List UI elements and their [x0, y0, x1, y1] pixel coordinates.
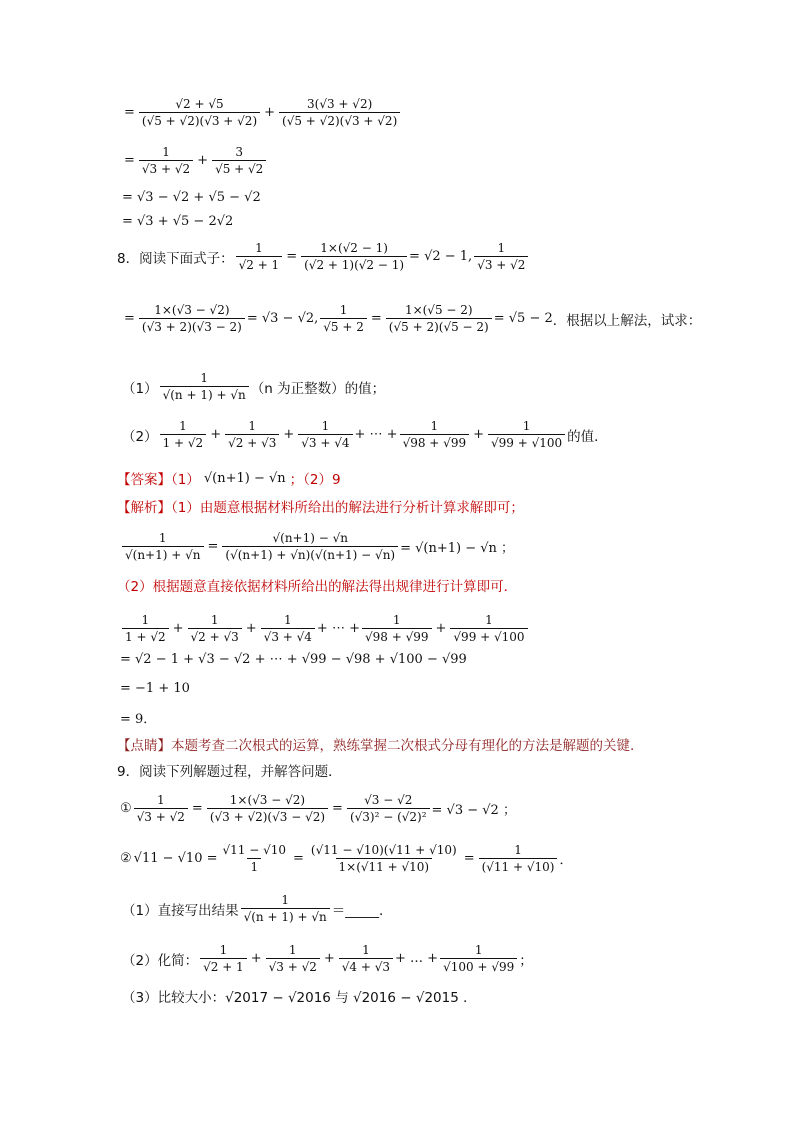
sum-line-3: = −1 + 10: [120, 681, 190, 696]
part-tail: ＝_____．: [331, 902, 393, 919]
fraction: [386, 302, 492, 335]
numerator: 1: [179, 419, 187, 433]
fraction: [308, 842, 460, 875]
step-lead: √11 − √10 =: [133, 851, 218, 866]
fraction: [339, 942, 393, 975]
numerator: 1: [497, 241, 506, 255]
analysis-tag: [117, 496, 524, 516]
denominator: √4 + √3: [339, 958, 393, 975]
denominator: (√11 + √10): [479, 858, 558, 875]
calc-line-2: = $\frac{1}{√3 + √2}$ + $\frac{3}{√5 + √2}$: [122, 144, 268, 177]
denominator: √98 + √99: [362, 628, 432, 645]
result: = √(n+1) − √n ；: [400, 541, 515, 556]
q8-tail: ．根据以上解法，试求：: [552, 312, 702, 329]
denominator: 1 + √2: [122, 628, 169, 645]
denominator: (√3 + √2)(√3 − √2): [207, 808, 328, 825]
q9-intro: [117, 760, 342, 780]
q8-line-1: 8．阅读下面式子： $\frac{1}{√2 + 1}$ = $\frac{1\times(√2 - 1)}{(√2 + 1)(√2 - 1)}$ = √2 − 1, $\frac{1}{√3 + √2}$: [117, 240, 530, 273]
fraction: [134, 792, 188, 825]
answer-value-1: √(n+1) − √n: [203, 470, 286, 486]
numerator: 1: [339, 303, 348, 317]
denominator: 1 + √2: [160, 434, 207, 451]
denominator: √5 + 2: [320, 318, 367, 335]
answer-tag: 【答案】（1）: [117, 472, 200, 488]
fraction: [212, 144, 266, 177]
step-marker: ①: [120, 801, 132, 816]
denominator: (√5 + √2)(√3 + √2): [139, 112, 260, 129]
numerator: 1: [141, 613, 150, 627]
denominator: √(n + 1) + √n: [241, 908, 330, 925]
q9-part-1: [122, 892, 392, 925]
result: = √3 − √2,: [246, 311, 319, 326]
denominator: √3 + √4: [298, 434, 352, 451]
fraction: [207, 792, 328, 825]
numerator: 1: [248, 419, 257, 433]
sum-line-1: $\frac{1}{1 + √2}$ + $\frac{1}{√2 + √3}$ + $\frac{1}{√3 + √4}$ + ⋯ + $\frac{1}{√98 + √99}$ + $\frac{1}{√99 + √100}$: [120, 612, 530, 645]
part-label: （1）: [122, 380, 158, 397]
numerator: 1×(√5 − 2): [404, 303, 473, 317]
numerator: 1: [200, 371, 208, 385]
q9-part-3: [122, 986, 477, 1006]
analysis-text: 【解析】（1）由题意根据材料所给出的解法进行分析计算求解即可；: [117, 500, 524, 516]
q8-part-2: （2） $\frac{1}{1 + √2}$ + $\frac{1}{√2 + √3}$ + $\frac{1}{√3 + √4}$ + ⋯ + $\frac{1}{√98 + √99}$ + $\frac{1}{√99 + √100}$ 的值．: [122, 419, 608, 450]
denominator: √98 + √99: [400, 434, 470, 451]
fraction: [261, 612, 315, 645]
denominator: √(n + 1) + √n: [160, 386, 249, 403]
numerator: 1: [219, 943, 228, 957]
denominator: √3 + √2: [266, 958, 320, 975]
numerator: √3 − √2: [364, 793, 413, 807]
part-text: （3）比较大小：√2017 − √2016 与 √2016 − √2015 ．: [122, 990, 477, 1006]
fraction: [139, 302, 245, 335]
numerator: 1: [210, 613, 219, 627]
fraction: [450, 612, 527, 645]
q9-intro-text: 9．阅读下列解题过程，并解答问题．: [117, 764, 342, 780]
analysis-text-2: （2）根据题意直接依据材料所给出的解法得出规律进行计算即可．: [117, 579, 518, 595]
numerator: 1×(√2 − 1): [320, 241, 388, 255]
denominator: √2 + 1: [200, 958, 247, 975]
fraction: [225, 418, 279, 451]
result: = √3 − √2 ；: [431, 803, 516, 818]
fraction: [362, 612, 432, 645]
fraction: [222, 530, 398, 563]
q9-step-2: ② √11 − √10 = $\frac{√11 - √10}{1}$ = $\frac{(√11 - √10)(√11 + √10)}{1\times(√11 + √10)}$ = $\frac{1}{(√11 + √10)}$ ．: [120, 843, 573, 874]
dots: + ⋯ +: [354, 427, 398, 442]
numerator: √2 + √5: [175, 97, 224, 111]
numerator: 1: [474, 943, 483, 957]
numerator: 1: [281, 893, 289, 907]
fraction: [236, 240, 283, 273]
fraction: [301, 240, 407, 273]
dots: + ⋯ +: [316, 621, 360, 636]
q8-line-2: = $\frac{1\times(√3 - √2)}{(√3 + 2)(√3 - 2)}$ = √3 − √2, $\frac{1}{√5 + 2}$ = $\frac{1\times(√5 - 2)}{(√5 + 2)(√5 - 2)}$ = √5 − 2 ．根据以上解法，试求：: [124, 303, 702, 334]
numerator: 1×(√3 − √2): [154, 303, 230, 317]
fraction: [200, 942, 247, 975]
numerator: 1: [362, 943, 370, 957]
fraction: [160, 418, 207, 451]
answer-line: [117, 468, 341, 488]
denominator: √2 + 1: [236, 256, 283, 273]
numerator: 1: [158, 531, 167, 545]
denominator: 1×(√11 + √10): [336, 858, 433, 875]
result: = √5 − 2: [493, 311, 553, 326]
fraction: [266, 942, 320, 975]
answer-value-2: ；（2）9: [289, 472, 341, 488]
result: ．: [559, 853, 573, 868]
q8-part-1: [122, 370, 385, 403]
numerator: 1: [522, 419, 531, 433]
numerator: 1: [156, 793, 165, 807]
q9-step-1: ① $\frac{1}{√3 + √2}$ = $\frac{1\times(√3 - √2)}{(√3 + √2)(√3 - √2)}$ = $\frac{√3 - √2}{\text{(√3)² − (√2)²}}$ = √3 − √2 ；: [120, 793, 516, 824]
denominator: √3 + √2: [474, 256, 528, 273]
numerator: √(n+1) − √n: [272, 531, 348, 545]
step-marker: ②: [120, 851, 132, 866]
numerator: 1×(√3 − √2): [229, 793, 306, 807]
result: = √2 − 1,: [409, 249, 473, 264]
numerator: √11 − √10: [222, 843, 287, 857]
q9-part-2: （2）化简： $\frac{1}{√2 + 1}$ + $\frac{1}{√3 + √2}$ + $\frac{1}{√4 + √3}$ + … + $\frac{1}{√100 + √99}$ ；: [122, 943, 533, 974]
fraction: [220, 842, 290, 875]
analysis-part-2: [117, 575, 517, 595]
numerator: 1: [321, 419, 330, 433]
part-tail: ；: [519, 952, 533, 969]
denominator: (√3)² − (√2)²: [347, 808, 430, 825]
part-note: （n 为正整数）的值；: [250, 380, 386, 397]
denominator: √(n+1) + √n: [122, 546, 204, 563]
sum-line-4: = 9．: [120, 712, 157, 727]
fraction: [320, 302, 367, 335]
denominator: 1: [247, 858, 261, 875]
denominator: (√2 + 1)(√2 − 1): [301, 256, 407, 273]
analysis-line-1: $\frac{1}{√(n+1) + √n}$ = $\frac{√(n+1) - √n}{(√(n+1) + √n)(√(n+1) - √n)}$ = √(n+1) − √n ；: [120, 530, 514, 563]
numerator: (√11 − √10)(√11 + √10): [310, 843, 457, 857]
denominator: (√5 + √2)(√3 + √2): [279, 112, 400, 129]
fraction: [139, 144, 193, 177]
part-tail: 的值．: [567, 428, 608, 445]
fraction: [298, 418, 352, 451]
calc-line-1: = $\frac{√2 + √5}{(√5 + √2)(√3 + √2)}$ + $\frac{3(√3 + √2)}{(√5 + √2)(√3 + √2)}$: [122, 96, 402, 129]
numerator: 3: [235, 145, 243, 159]
numerator: 1: [288, 943, 297, 957]
denominator: √5 + √2: [212, 160, 266, 177]
denominator: (√5 + 2)(√5 − 2): [386, 318, 492, 335]
calc-line-4: = √3 + √5 − 2√2: [122, 214, 234, 229]
comment-line: [117, 734, 634, 754]
numerator: 1: [392, 613, 401, 627]
denominator: √99 + √100: [450, 628, 527, 645]
fraction: [440, 942, 517, 975]
numerator: 1: [514, 843, 522, 857]
part-label: （2）: [122, 428, 158, 445]
denominator: √3 + √2: [139, 160, 193, 177]
calc-line-3: = √3 − √2 + √5 − √2: [122, 190, 261, 205]
dots: + … +: [395, 951, 439, 966]
fraction: [347, 792, 430, 825]
fraction: [188, 612, 242, 645]
numerator: 1: [430, 419, 439, 433]
part-text: （2）化简：: [122, 952, 199, 969]
fraction: [139, 96, 260, 129]
fraction: [122, 612, 169, 645]
numerator: 3(√3 + √2): [307, 97, 373, 111]
denominator: √3 + √4: [261, 628, 315, 645]
denominator: √99 + √100: [488, 434, 565, 451]
comment-text: 【点睛】本题考查二次根式的运算，熟练掌握二次根式分母有理化的方法是解题的关键.: [117, 738, 635, 754]
numerator: 1: [162, 145, 170, 159]
fraction: [400, 418, 470, 451]
fraction: [160, 370, 249, 403]
sum-line-2: = √2 − 1 + √3 − √2 + ⋯ + √99 − √98 + √100 − √99: [120, 652, 467, 667]
fraction: [479, 842, 558, 875]
fraction: [122, 530, 204, 563]
numerator: 1: [255, 241, 263, 255]
fraction: [279, 96, 400, 129]
denominator: (√(n+1) + √n)(√(n+1) − √n): [222, 546, 398, 563]
part-text: （1）直接写出结果: [122, 902, 239, 919]
fraction: [241, 892, 330, 925]
fraction: [474, 240, 528, 273]
denominator: √3 + √2: [134, 808, 188, 825]
denominator: √2 + √3: [188, 628, 242, 645]
q8-intro: 8．阅读下面式子：: [117, 250, 234, 267]
numerator: 1: [485, 613, 493, 627]
denominator: √2 + √3: [225, 434, 279, 451]
numerator: 1: [283, 613, 292, 627]
fraction: [488, 418, 565, 451]
denominator: √100 + √99: [440, 958, 517, 975]
denominator: (√3 + 2)(√3 − 2): [139, 318, 245, 335]
